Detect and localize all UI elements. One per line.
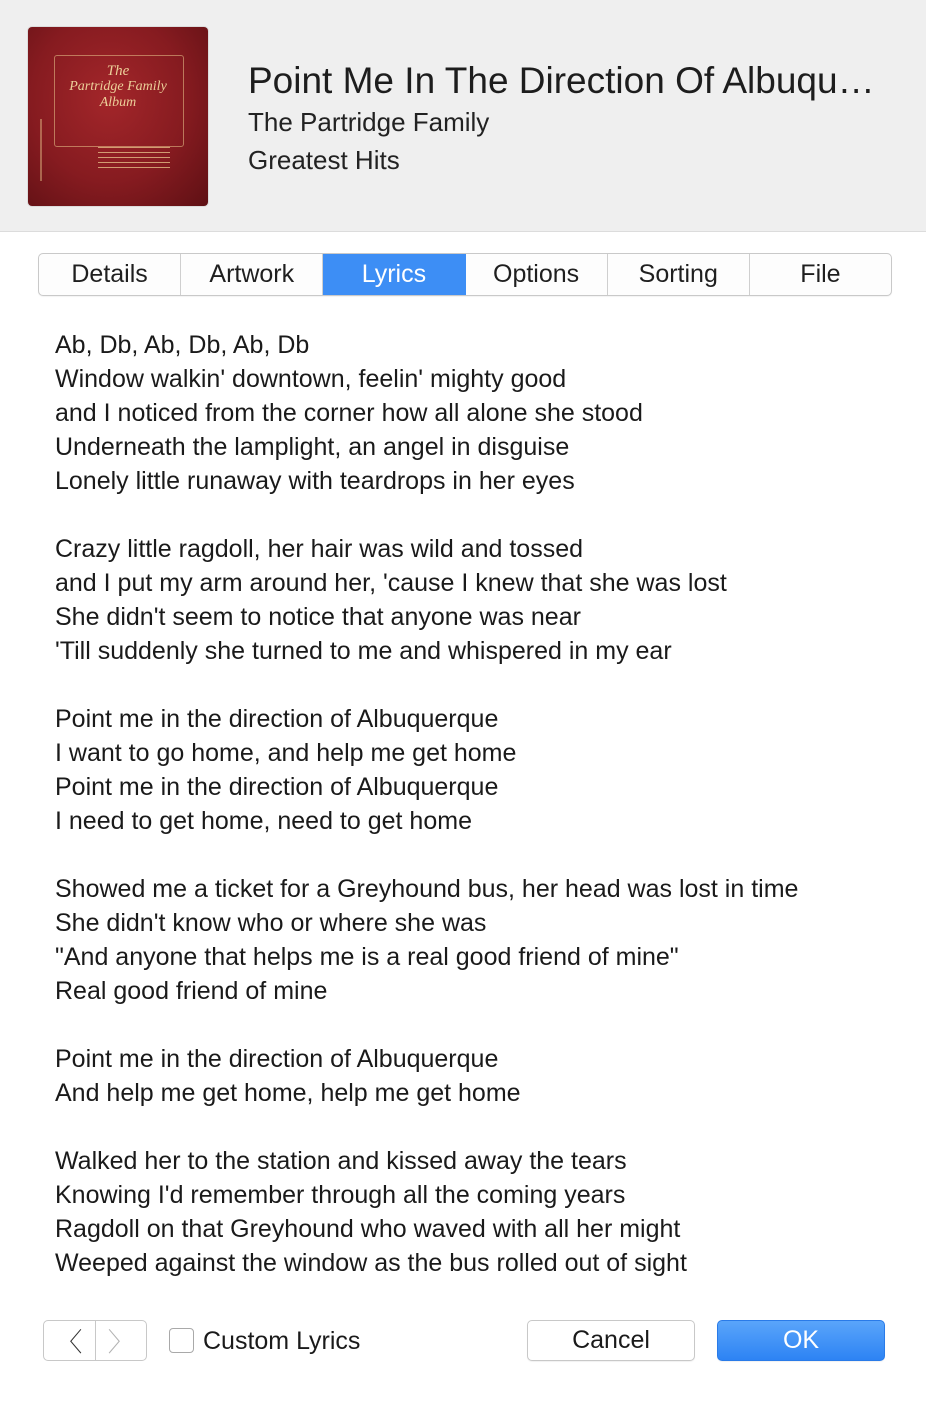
artwork-text-line1: The: [106, 63, 130, 79]
lyrics-line: Window walkin' downtown, feelin' mighty good: [55, 365, 567, 393]
lyrics-line: Ab, Db, Ab, Db, Ab, Db: [55, 331, 310, 359]
lyrics-text-area[interactable]: [55, 328, 905, 1280]
lyrics-line: She didn't seem to notice that anyone was near: [55, 603, 581, 631]
song-artist: The Partridge Family: [248, 107, 490, 137]
lyrics-line: Lonely little runaway with teardrops in her eyes: [55, 467, 575, 495]
lyrics-line: And help me get home, help me get home: [55, 1079, 521, 1107]
artwork-text-line3: Album: [99, 95, 137, 110]
tab-bar: [38, 253, 892, 296]
lyrics-line: I want to go home, and help me get home: [55, 739, 517, 767]
ok-button[interactable]: OK: [717, 1320, 885, 1361]
tab-options[interactable]: Options: [466, 254, 608, 295]
track-navigation: [43, 1320, 147, 1361]
tab-file[interactable]: File: [800, 260, 841, 288]
lyrics-line: [55, 838, 905, 872]
lyrics-line: [55, 1110, 905, 1144]
lyrics-line: Real good friend of mine: [55, 977, 328, 1005]
lyrics-line: "And anyone that helps me is a real good friend of mine": [55, 943, 679, 971]
lyrics-line: and I put my arm around her, 'cause I knew that she was lost: [55, 569, 727, 597]
song-album: Greatest Hits: [248, 145, 400, 175]
chevron-left-icon[interactable]: 〈: [44, 1321, 96, 1360]
lyrics-line: 'Till suddenly she turned to me and whispered in my ear: [55, 637, 672, 665]
chevron-right-icon[interactable]: 〉: [107, 1327, 134, 1357]
info-header: [0, 0, 926, 232]
lyrics-line: Weeped against the window as the bus rolled out of sight: [55, 1249, 687, 1277]
tab-artwork[interactable]: Artwork: [181, 254, 323, 295]
tab-details[interactable]: Details: [39, 254, 181, 295]
tab-sorting[interactable]: Sorting: [608, 254, 750, 295]
artwork-music-staff: [98, 147, 170, 169]
lyrics-line: Showed me a ticket for a Greyhound bus, her head was lost in time: [55, 875, 799, 903]
song-title: Point Me In The Direction Of Albuqu…: [248, 60, 875, 101]
lyrics-line: I need to get home, need to get home: [55, 807, 472, 835]
lyrics-line: Walked her to the station and kissed away the tears: [55, 1147, 627, 1175]
album-artwork[interactable]: [28, 27, 208, 206]
cancel-button[interactable]: Cancel: [527, 1320, 695, 1361]
lyrics-line: Crazy little ragdoll, her hair was wild and tossed: [55, 535, 584, 563]
lyrics-line: Knowing I'd remember through all the coming years: [55, 1181, 626, 1209]
custom-lyrics-checkbox[interactable]: [169, 1328, 194, 1353]
lyrics-line: Point me in the direction of Albuquerque: [55, 705, 499, 733]
lyrics-line: [55, 668, 905, 702]
lyrics-line: Underneath the lamplight, an angel in disguise: [55, 433, 570, 461]
lyrics-line: Point me in the direction of Albuquerque: [55, 773, 499, 801]
lyrics-line: Ragdoll on that Greyhound who waved with all her might: [55, 1215, 681, 1243]
lyrics-line: She didn't know who or where she was: [55, 909, 487, 937]
tab-lyrics[interactable]: Lyrics: [323, 254, 465, 295]
artwork-figure: [40, 119, 62, 181]
custom-lyrics-label[interactable]: Custom Lyrics: [203, 1327, 361, 1355]
lyrics-line: [55, 498, 905, 532]
lyrics-line: and I noticed from the corner how all alone she stood: [55, 399, 643, 427]
lyrics-line: Point me in the direction of Albuquerque: [55, 1045, 499, 1073]
artwork-text-line2: Partridge Family: [69, 79, 167, 94]
lyrics-line: [55, 1008, 905, 1042]
